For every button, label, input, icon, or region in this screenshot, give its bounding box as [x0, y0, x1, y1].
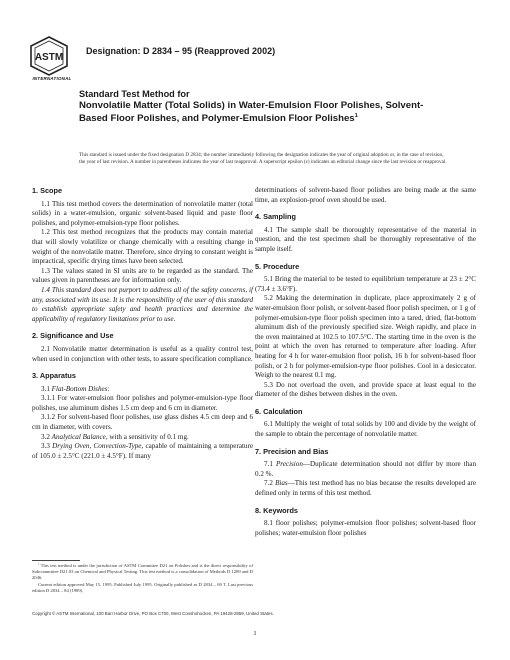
left-column	[32, 186, 253, 461]
paragraph-3-1: 3.1 Flat-Bottom Dishes:	[41, 384, 110, 393]
paragraph-3-1-1: 3.1.1 For water-emulsion floor polishes and polymer-emulsion-type floor polishes, use aluminum dishes 1.5 cm deep and 6 cm in diameter.	[32, 394, 253, 412]
section-heading-keywords: 8. Keywords	[255, 505, 298, 515]
title-line1: Standard Test Method for	[79, 89, 190, 99]
section-heading-calculation: 6. Calculation	[255, 406, 303, 416]
paragraph-5-2: 5.2 Making the determination in duplicate, place approximately 2 g of water-emulsion floor polish, or solvent-based floor polish specimen, or 1 g of polymer-emulsion-type floor polish specimen into a tared, dried, flat-bottom aluminum dish of the previously specified size. Weigh rapidly, and place in the oven maintained at 102.5 to 107.5°C. The starting time in the oven is the point at which the oven has returned to temperature after loading. After heating for 4 h for water-emulsion floor polish, 16 h for solvent-based floor polish, or 2 h for polymer-emulsion-type floor polishes. Cool in a desiccator. Weigh to the nearest 0.1 mg.	[255, 294, 476, 380]
page-number: 1	[253, 630, 257, 637]
paragraph-4-1: 4.1 The sample shall be thoroughly representative of the material in question, and the test specimen shall be thoroughly representative of the sample itself.	[255, 225, 476, 253]
svg-text:ASTM: ASTM	[34, 52, 64, 63]
footnote-paragraph-1: $^1$ This test method is under the jurisdiction of ASTM Committee D21 on Polishes and is the direct responsibility of Subcommittee D21.03 on Chemical and Physical Testing. This test method is a consolidation of Methods D 1289 and D 2046.	[32, 562, 253, 581]
title-main: Nonvolatile Matter (Total Solids) in Water-Emulsion Floor Polishes, Solvent-Based Floor Polishes, and Polymer-Emulsion Floor Polishes$^1$	[79, 100, 424, 124]
paragraph-8-1: 8.1 floor polishes; polymer-emulsion floor polishes; solvent-based floor polishes; water-emulsion floor polishes	[255, 519, 476, 537]
designation: Designation: D 2834 – 95 (Reapproved 2002)	[86, 46, 276, 56]
paragraph-5-3: 5.3 Do not overload the oven, and provide space at least equal to the diameter of the dishes between dishes in the oven.	[255, 380, 476, 399]
section-heading-procedure: 5. Procedure	[255, 261, 300, 271]
paragraph-3-2: 3.2 Analytical Balance, with a sensitivity of 0.1 mg.	[41, 432, 189, 441]
standard-notice: This standard is issued under the fixed designation D 2834; the number immediately following the designation indicates the year of original adoption or, in the case of revision, the year of last revision. A number in parentheses indicates the year of last reapproval. A superscript epsilon (ε) indicates an editorial change since the last revision or reapproval.	[79, 152, 447, 166]
paragraph-7-1: 7.1 Precision—Duplicate determination should not differ by more than 0.2 %.	[255, 460, 476, 478]
paragraph-1-2: 1.2 This test method recognizes that the products may contain material that will slowly volatilize or change chemically with a resulting change in weight of the nonvolatile matter. Therefore, since drying to constant weight is impractical, specific drying times have been selected.	[32, 228, 253, 266]
footnote	[32, 563, 253, 594]
paragraph-2-1: 2.1 Nonvolatile matter determination is useful as a quality control test, when used in conjunction with other tests, to assure specification compliance.	[32, 344, 253, 363]
section-heading-scope: 1. Scope	[32, 186, 63, 195]
copyright-notice: Copyright © ASTM International, 100 Barr Harbor Drive, PO Box C700, West Conshohocken, PA 19428-2959, United States.	[32, 611, 274, 616]
section-heading-sampling: 4. Sampling	[255, 212, 296, 222]
footnote-paragraph-2: Current edition approved May 15, 1995. Published July 1995. Originally published as D 2834 – 69 T. Last previous edition D 2834 – 84 (1989).	[32, 581, 253, 593]
paragraph-7-2: 7.2 Bias—This test method has no bias because the results developed are defined only in terms of this test method.	[255, 479, 476, 498]
paragraph-3-3-cont: determinations of solvent-based floor polishes are being made at the same time, an explosion-proof oven should be used.	[255, 186, 476, 204]
section-heading-precision: 7. Precision and Bias	[255, 446, 329, 456]
paragraph-1-3: 1.3 The values stated in SI units are to be regarded as the standard. The values given in parentheses are for information only.	[32, 266, 253, 285]
paragraph-1-1: 1.1 This test method covers the determination of nonvolatile matter (total solids) in a water-emulsion, organic solvent-based liquid and paste floor polishes, and polymer-emulsion-type floor polishes.	[32, 199, 253, 227]
right-column	[255, 186, 476, 538]
logo-text: INTERNATIONAL	[32, 76, 72, 81]
astm-logo-icon	[30, 36, 68, 76]
paragraph-5-1: 5.1 Bring the material to be tested to equilibrium temperature at 23 ± 2°C (73.4 ± 3.6°F).	[255, 275, 476, 293]
paragraph-6-1: 6.1 Multiply the weight of total solids by 100 and divide by the weight of the sample to obtain the percentage of nonvolatile matter.	[255, 420, 476, 439]
document-title	[79, 88, 439, 125]
title-footnote-mark: 1	[354, 112, 358, 119]
section-heading-apparatus: 3. Apparatus	[32, 371, 76, 381]
section-heading-significance: 2. Significance and Use	[32, 331, 114, 341]
paragraph-3-1-2: 3.1.2 For solvent-based floor polishes, use glass dishes 4.5 cm deep and 6 cm in diameter, with covers.	[32, 413, 253, 432]
paragraph-3-3: 3.3 Drying Oven, Convection-Type, capable of maintaining a temperature of 105.0 ± 2.5°C (221.0 ± 4.5°F). If many	[32, 442, 253, 460]
paragraph-1-4: 1.4 This standard does not purport to address all of the safety concerns, if any, associated with its use. It is the responsibility of the user of this standard to establish appropriate safety and health practices and determine the applicability of regulatory limitations prior to use.	[32, 285, 253, 323]
footnote-divider	[32, 560, 80, 561]
